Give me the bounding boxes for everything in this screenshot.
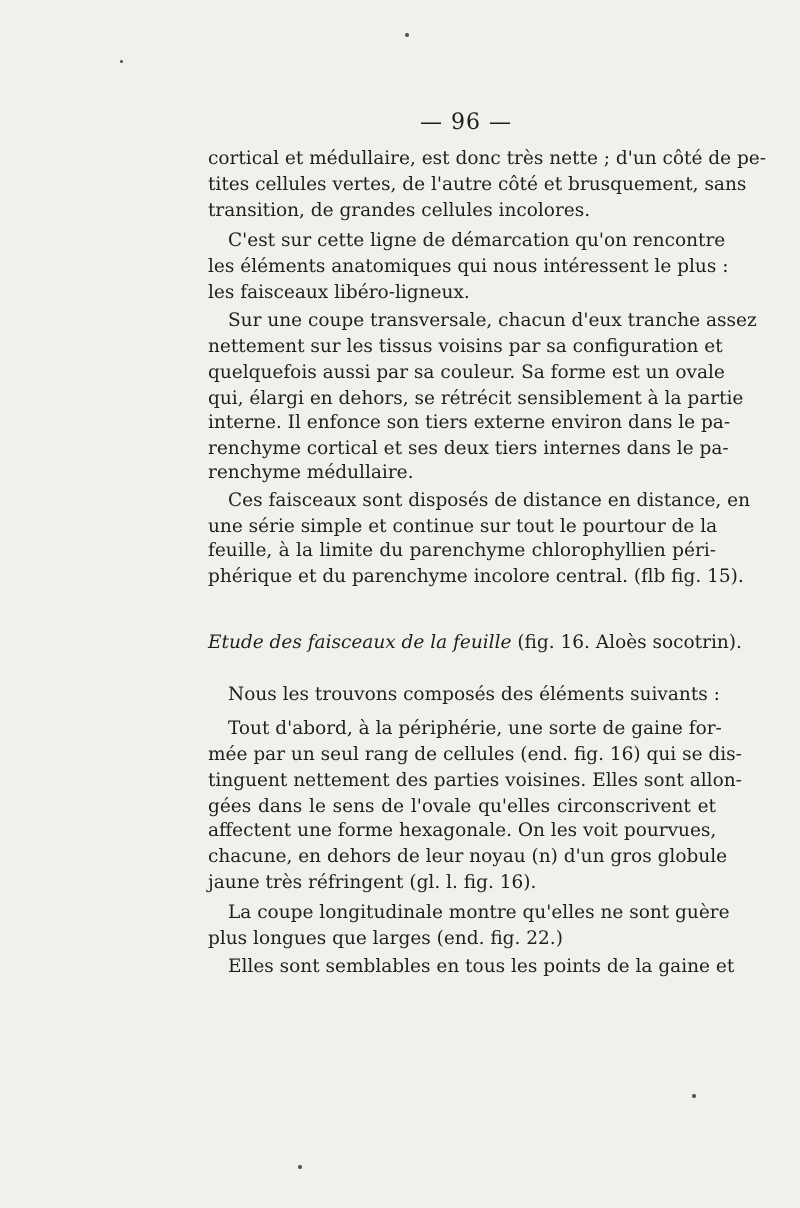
section-heading-plain: (fig. 16. Aloès socotrin). (511, 632, 742, 653)
scan-speck (405, 33, 409, 37)
text-line: renchyme médullaire. (208, 462, 414, 483)
text-line: Ces faisceaux sont disposés de distance en distance, en (228, 490, 751, 511)
section-heading (208, 630, 742, 656)
text-line: tinguent nettement des parties voisines. Elles sont allon- (208, 770, 742, 791)
text-line: une série simple et continue sur tout le pourtour de la (208, 516, 718, 537)
text-line: nettement sur les tissus voisins par sa configuration et (208, 336, 723, 357)
text-line: phérique et du parenchyme incolore central. (flb fig. 15). (208, 566, 744, 587)
text-line: Tout d'abord, à la périphérie, une sorte de gaine for- (228, 718, 722, 739)
scan-speck (692, 1094, 696, 1098)
text-line: chacune, en dehors de leur noyau (n) d'un gros globule (208, 846, 728, 867)
text-line: Elles sont semblables en tous les points de la gaine et (228, 956, 735, 977)
text-line: cortical et médullaire, est donc très nette ; d'un côté de pe- (208, 148, 767, 169)
text-line: tites cellules vertes, de l'autre côté et brusquement, sans (208, 174, 747, 195)
text-line: C'est sur cette ligne de démarcation qu'on rencontre (228, 230, 726, 251)
scan-speck (120, 60, 123, 63)
text-line: les éléments anatomiques qui nous intéressent le plus : (208, 256, 729, 277)
text-line: quelquefois aussi par sa couleur. Sa forme est un ovale (208, 362, 725, 383)
text-line: affectent une forme hexagonale. On les voit pourvues, (208, 820, 717, 841)
text-line: renchyme cortical et ses deux tiers internes dans le pa- (208, 438, 729, 459)
text-line: Nous les trouvons composés des éléments suivants : (228, 684, 720, 705)
text-line: gées dans le sens de l'ovale qu'elles circonscrivent et (208, 796, 716, 817)
text-line: les faisceaux libéro-ligneux. (208, 282, 470, 303)
text-line: jaune très réfringent (gl. l. fig. 16). (208, 872, 537, 893)
page-number: — 96 — (420, 110, 512, 135)
section-heading-italic: Etude des faisceaux de la feuille (208, 632, 512, 653)
text-line: feuille, à la limite du parenchyme chlorophyllien péri- (208, 540, 716, 561)
text-line: interne. Il enfonce son tiers externe environ dans le pa- (208, 412, 731, 433)
text-line: qui, élargi en dehors, se rétrécit sensiblement à la partie (208, 388, 744, 409)
text-line: mée par un seul rang de cellules (end. fig. 16) qui se dis- (208, 744, 742, 765)
text-line: transition, de grandes cellules incolores. (208, 200, 591, 221)
text-line: Sur une coupe transversale, chacun d'eux tranche assez (228, 310, 757, 331)
text-line: plus longues que larges (end. fig. 22.) (208, 928, 563, 949)
scan-speck (298, 1165, 302, 1169)
text-line: La coupe longitudinale montre qu'elles ne sont guère (228, 902, 730, 923)
